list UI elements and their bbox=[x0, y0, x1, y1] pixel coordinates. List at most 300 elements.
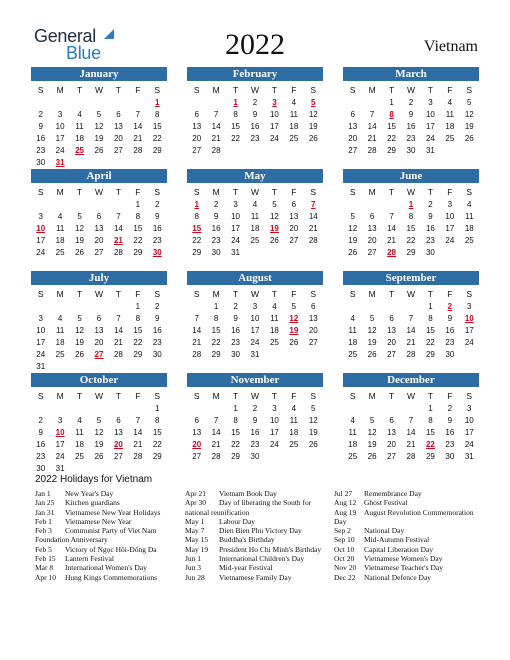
day: 26 bbox=[308, 134, 318, 143]
holiday-row bbox=[185, 489, 321, 498]
day: 24 bbox=[445, 236, 455, 245]
weekday-label: S bbox=[154, 85, 161, 95]
day: 26 bbox=[464, 134, 474, 143]
day: 20 bbox=[308, 326, 318, 335]
day: 4 bbox=[291, 98, 297, 107]
holiday-name: August Revolution Commemoration bbox=[364, 507, 474, 517]
holiday-day: 12 bbox=[289, 314, 299, 323]
day: 21 bbox=[133, 440, 143, 449]
day: 19 bbox=[348, 236, 358, 245]
day: 15 bbox=[387, 122, 397, 131]
holiday-row bbox=[185, 563, 321, 572]
day: 11 bbox=[250, 212, 260, 221]
weekday-label: T bbox=[427, 289, 433, 299]
holiday-row bbox=[334, 535, 474, 544]
day: 4 bbox=[57, 314, 63, 323]
day: 31 bbox=[464, 452, 474, 461]
weekday-label: S bbox=[349, 187, 356, 197]
holiday-date: Jan 31 bbox=[35, 507, 55, 517]
day: 15 bbox=[425, 326, 435, 335]
day: 10 bbox=[445, 212, 455, 221]
weekday-label: T bbox=[115, 85, 121, 95]
weekday-label: T bbox=[76, 391, 83, 401]
day: 7 bbox=[213, 416, 219, 425]
day: 8 bbox=[408, 212, 414, 221]
day: 29 bbox=[152, 452, 162, 461]
holiday-date: May 15 bbox=[185, 535, 209, 545]
holiday-row bbox=[35, 526, 160, 535]
day: 10 bbox=[464, 416, 474, 425]
holiday-day: 30 bbox=[152, 248, 162, 257]
holiday-row bbox=[35, 498, 160, 507]
holiday-day: 28 bbox=[387, 248, 397, 257]
empty-day bbox=[362, 199, 381, 211]
weekday-label: M bbox=[212, 391, 220, 401]
empty-day bbox=[70, 301, 89, 313]
day: 7 bbox=[408, 416, 414, 425]
holiday-date: Jul 27 bbox=[334, 489, 353, 498]
holiday-row bbox=[334, 508, 474, 517]
day: 4 bbox=[350, 314, 355, 323]
day: 22 bbox=[152, 134, 162, 143]
month-january bbox=[31, 67, 167, 169]
weekday-label: S bbox=[154, 187, 161, 197]
day: 14 bbox=[367, 122, 377, 131]
day: 28 bbox=[211, 146, 221, 155]
day-grid bbox=[31, 301, 167, 373]
weekday-label: S bbox=[37, 85, 44, 95]
day: 2 bbox=[252, 98, 258, 107]
day: 20 bbox=[387, 338, 397, 347]
day: 12 bbox=[464, 110, 474, 119]
day: 23 bbox=[406, 134, 416, 143]
holiday-name: National Day bbox=[364, 526, 405, 536]
day: 19 bbox=[367, 338, 377, 347]
day: 15 bbox=[211, 326, 221, 335]
holiday-day: 1 bbox=[233, 98, 238, 107]
empty-day bbox=[50, 97, 69, 109]
day: 18 bbox=[75, 440, 85, 449]
weekday-label: W bbox=[250, 289, 259, 299]
day: 9 bbox=[213, 212, 219, 221]
weekday-label: T bbox=[271, 289, 277, 299]
day: 26 bbox=[94, 146, 104, 155]
day-grid bbox=[343, 403, 479, 463]
day: 23 bbox=[211, 236, 221, 245]
holiday-row bbox=[334, 545, 474, 554]
day: 6 bbox=[96, 314, 102, 323]
day: 3 bbox=[38, 212, 43, 221]
day: 20 bbox=[387, 440, 397, 449]
day: 27 bbox=[113, 452, 123, 461]
day: 13 bbox=[308, 314, 318, 323]
day: 30 bbox=[445, 350, 455, 359]
holiday-date: Jun 28 bbox=[185, 572, 205, 582]
holiday-date: May 19 bbox=[185, 544, 209, 554]
day: 30 bbox=[152, 350, 162, 359]
holiday-day: 1 bbox=[408, 200, 414, 209]
day: 11 bbox=[75, 122, 84, 131]
holiday-name: Foundation Anniversary bbox=[35, 535, 108, 545]
month-july bbox=[31, 271, 167, 373]
day: 12 bbox=[308, 110, 318, 119]
holiday-row bbox=[334, 517, 474, 526]
day: 25 bbox=[289, 134, 299, 143]
day: 7 bbox=[116, 212, 121, 221]
day: 9 bbox=[252, 416, 258, 425]
day: 26 bbox=[289, 338, 299, 347]
day: 24 bbox=[250, 338, 260, 347]
day: 22 bbox=[406, 236, 416, 245]
day: 1 bbox=[428, 404, 433, 413]
day: 26 bbox=[308, 440, 318, 449]
holiday-row bbox=[35, 563, 160, 572]
holiday-date: May 1 bbox=[185, 516, 205, 526]
day: 28 bbox=[113, 248, 123, 257]
weekday-label: S bbox=[193, 289, 200, 299]
month-june bbox=[343, 169, 479, 259]
day: 11 bbox=[289, 416, 298, 425]
day: 12 bbox=[308, 416, 318, 425]
day: 1 bbox=[428, 302, 433, 311]
weekday-label: M bbox=[368, 289, 376, 299]
weekday-label: T bbox=[115, 391, 121, 401]
day: 24 bbox=[269, 440, 279, 449]
day: 20 bbox=[367, 236, 377, 245]
day: 5 bbox=[311, 404, 316, 413]
day: 27 bbox=[289, 236, 299, 245]
day: 12 bbox=[75, 224, 85, 233]
holiday-row bbox=[334, 526, 474, 535]
day: 16 bbox=[445, 428, 455, 437]
day: 14 bbox=[406, 428, 416, 437]
holiday-row bbox=[35, 545, 160, 554]
day: 3 bbox=[57, 110, 63, 119]
day: 30 bbox=[36, 158, 46, 167]
day: 4 bbox=[447, 98, 453, 107]
empty-day bbox=[343, 403, 362, 415]
weekday-label: S bbox=[154, 289, 161, 299]
empty-day bbox=[50, 301, 69, 313]
holiday-row bbox=[35, 508, 160, 517]
weekday-label: F bbox=[135, 187, 141, 197]
holiday-date: Dec 22 bbox=[334, 572, 356, 582]
day: 13 bbox=[192, 122, 202, 131]
day: 2 bbox=[428, 200, 433, 209]
weekday-label: S bbox=[466, 391, 473, 401]
day: 16 bbox=[406, 122, 416, 131]
day: 9 bbox=[252, 110, 258, 119]
holiday-name: Vietnamese Women's Day bbox=[364, 554, 443, 564]
holiday-column bbox=[35, 489, 160, 582]
month-october bbox=[31, 373, 167, 475]
month-header: June bbox=[343, 169, 479, 183]
empty-day bbox=[128, 97, 147, 109]
holiday-day: 10 bbox=[36, 224, 46, 233]
holiday-name: National Defence Day bbox=[364, 572, 432, 582]
month-header: March bbox=[343, 67, 479, 81]
month-may bbox=[187, 169, 323, 259]
empty-day bbox=[401, 301, 420, 313]
holiday-date: Mar 8 bbox=[35, 563, 54, 573]
day: 16 bbox=[152, 224, 162, 233]
day: 31 bbox=[250, 350, 260, 359]
day: 17 bbox=[445, 224, 455, 233]
holiday-day: 7 bbox=[311, 200, 316, 209]
holidays-title: 2022 Holidays for Vietnam bbox=[35, 474, 153, 485]
day: 11 bbox=[289, 110, 298, 119]
day: 16 bbox=[211, 224, 221, 233]
weekday-label: W bbox=[94, 289, 103, 299]
day-grid bbox=[343, 301, 479, 361]
day: 21 bbox=[192, 338, 202, 347]
holiday-day: 22 bbox=[425, 440, 435, 449]
weekday-row bbox=[343, 185, 479, 199]
day: 21 bbox=[113, 338, 123, 347]
day: 26 bbox=[367, 350, 377, 359]
day-grid bbox=[187, 199, 323, 259]
day: 28 bbox=[133, 146, 143, 155]
day: 6 bbox=[96, 212, 102, 221]
day: 25 bbox=[348, 350, 358, 359]
day: 7 bbox=[213, 110, 219, 119]
day: 27 bbox=[192, 146, 202, 155]
day: 23 bbox=[36, 452, 46, 461]
day: 28 bbox=[192, 350, 202, 359]
weekday-label: S bbox=[193, 187, 200, 197]
day: 15 bbox=[231, 428, 241, 437]
weekday-label: S bbox=[37, 187, 44, 197]
weekday-row bbox=[187, 185, 323, 199]
day: 19 bbox=[94, 440, 104, 449]
holiday-name: Victory of Ngọc Hồi-Đống Đa bbox=[65, 544, 157, 554]
day: 2 bbox=[155, 200, 160, 209]
weekday-label: M bbox=[368, 187, 376, 197]
day: 17 bbox=[425, 122, 435, 131]
day: 7 bbox=[389, 212, 394, 221]
day: 15 bbox=[152, 428, 162, 437]
holiday-row bbox=[185, 508, 321, 517]
day: 22 bbox=[133, 236, 143, 245]
holiday-date: Oct 10 bbox=[334, 544, 355, 554]
day: 26 bbox=[94, 452, 104, 461]
empty-day bbox=[206, 403, 225, 415]
day: 6 bbox=[116, 110, 121, 119]
day: 8 bbox=[155, 416, 160, 425]
day: 17 bbox=[55, 440, 65, 449]
day: 17 bbox=[250, 326, 260, 335]
day: 4 bbox=[350, 416, 355, 425]
day: 26 bbox=[348, 248, 358, 257]
day: 18 bbox=[75, 134, 85, 143]
day: 2 bbox=[38, 110, 43, 119]
month-august bbox=[187, 271, 323, 361]
day: 10 bbox=[55, 122, 65, 131]
day: 23 bbox=[250, 440, 260, 449]
holiday-row bbox=[35, 554, 160, 563]
day: 13 bbox=[94, 224, 104, 233]
day: 28 bbox=[308, 236, 318, 245]
day: 6 bbox=[389, 314, 394, 323]
holiday-date: May 7 bbox=[185, 526, 205, 536]
day: 14 bbox=[133, 122, 143, 131]
country-label: Vietnam bbox=[423, 38, 478, 55]
weekday-label: T bbox=[388, 289, 395, 299]
empty-day bbox=[187, 403, 206, 415]
holiday-date: Feb 5 bbox=[35, 544, 52, 554]
day: 2 bbox=[38, 416, 43, 425]
weekday-label: W bbox=[406, 187, 415, 197]
day: 22 bbox=[231, 440, 241, 449]
day: 30 bbox=[250, 452, 260, 461]
weekday-label: T bbox=[427, 85, 433, 95]
day: 21 bbox=[308, 224, 318, 233]
day: 13 bbox=[113, 122, 123, 131]
day: 31 bbox=[231, 248, 241, 257]
day: 8 bbox=[135, 314, 141, 323]
day: 23 bbox=[231, 338, 241, 347]
holiday-day: 5 bbox=[311, 98, 316, 107]
holiday-row bbox=[185, 545, 321, 554]
day: 6 bbox=[369, 212, 375, 221]
empty-day bbox=[206, 97, 225, 109]
day: 10 bbox=[231, 212, 241, 221]
empty-day bbox=[128, 403, 147, 415]
day: 22 bbox=[211, 338, 221, 347]
weekday-label: W bbox=[406, 391, 415, 401]
day: 31 bbox=[55, 464, 65, 473]
day: 12 bbox=[94, 122, 104, 131]
day: 3 bbox=[233, 200, 238, 209]
weekday-label: T bbox=[232, 187, 239, 197]
day: 17 bbox=[464, 428, 474, 437]
day: 25 bbox=[75, 452, 85, 461]
day: 9 bbox=[233, 314, 238, 323]
day: 18 bbox=[348, 440, 358, 449]
weekday-label: W bbox=[94, 187, 103, 197]
holiday-day: 19 bbox=[289, 326, 299, 335]
weekday-label: T bbox=[427, 187, 433, 197]
weekday-label: M bbox=[56, 187, 64, 197]
day: 15 bbox=[231, 122, 241, 131]
weekday-label: S bbox=[37, 289, 44, 299]
weekday-row bbox=[343, 83, 479, 97]
day: 12 bbox=[348, 224, 358, 233]
weekday-label: M bbox=[212, 289, 220, 299]
day: 21 bbox=[367, 134, 377, 143]
day: 31 bbox=[36, 362, 46, 371]
weekday-label: T bbox=[271, 391, 277, 401]
holiday-name: Kitchen guardians bbox=[65, 498, 120, 508]
day: 11 bbox=[348, 428, 357, 437]
day: 9 bbox=[447, 314, 453, 323]
day-grid bbox=[187, 301, 323, 361]
day: 25 bbox=[55, 350, 65, 359]
month-header: October bbox=[31, 373, 167, 387]
day: 28 bbox=[211, 452, 221, 461]
day: 18 bbox=[348, 338, 358, 347]
day: 3 bbox=[272, 404, 277, 413]
day: 24 bbox=[464, 440, 474, 449]
month-february bbox=[187, 67, 323, 157]
holiday-day: 8 bbox=[389, 110, 394, 119]
day: 10 bbox=[269, 110, 279, 119]
holiday-name: Labour Day bbox=[219, 516, 256, 526]
weekday-label: S bbox=[466, 85, 473, 95]
day: 23 bbox=[445, 440, 455, 449]
weekday-label: M bbox=[56, 289, 64, 299]
day: 28 bbox=[133, 452, 143, 461]
month-header: August bbox=[187, 271, 323, 285]
holiday-day: 19 bbox=[269, 224, 279, 233]
day: 22 bbox=[192, 236, 202, 245]
day: 21 bbox=[406, 440, 416, 449]
day: 27 bbox=[367, 248, 377, 257]
weekday-label: F bbox=[447, 85, 453, 95]
holiday-row bbox=[35, 489, 160, 498]
holiday-date: Sep 2 bbox=[334, 526, 351, 536]
day: 10 bbox=[250, 314, 260, 323]
weekday-label: F bbox=[135, 85, 141, 95]
day: 20 bbox=[348, 134, 358, 143]
day: 2 bbox=[408, 98, 414, 107]
day: 10 bbox=[36, 326, 46, 335]
holiday-name: Vietnamese Teacher's Day bbox=[364, 563, 443, 573]
weekday-label: S bbox=[466, 187, 473, 197]
empty-day bbox=[50, 199, 69, 211]
day: 8 bbox=[428, 416, 433, 425]
day: 29 bbox=[425, 350, 435, 359]
day: 18 bbox=[464, 224, 474, 233]
day-grid bbox=[187, 97, 323, 157]
holiday-day: 2 bbox=[447, 302, 453, 311]
weekday-label: S bbox=[310, 187, 317, 197]
day: 19 bbox=[94, 134, 104, 143]
holiday-name: Capital Liberation Day bbox=[364, 544, 434, 554]
day: 22 bbox=[387, 134, 397, 143]
day: 20 bbox=[94, 338, 104, 347]
empty-day bbox=[50, 403, 69, 415]
day: 6 bbox=[389, 416, 394, 425]
brand-word-blue: Blue bbox=[66, 43, 101, 63]
day: 13 bbox=[367, 224, 377, 233]
day: 16 bbox=[425, 224, 435, 233]
day: 13 bbox=[113, 428, 123, 437]
day: 17 bbox=[55, 134, 65, 143]
day: 23 bbox=[152, 236, 162, 245]
empty-day bbox=[89, 403, 108, 415]
holiday-name: Day of liberating the South for bbox=[219, 498, 312, 508]
empty-day bbox=[109, 403, 128, 415]
empty-day bbox=[362, 403, 381, 415]
day-grid bbox=[31, 97, 167, 169]
empty-day bbox=[31, 403, 50, 415]
holiday-name: Hung Kings Commemorations bbox=[65, 572, 158, 582]
weekday-label: S bbox=[349, 289, 356, 299]
day-grid bbox=[31, 199, 167, 259]
weekday-label: W bbox=[406, 85, 415, 95]
day: 5 bbox=[291, 302, 297, 311]
day: 29 bbox=[406, 248, 416, 257]
day: 28 bbox=[113, 350, 123, 359]
day: 12 bbox=[269, 212, 279, 221]
day: 27 bbox=[387, 452, 397, 461]
day: 16 bbox=[36, 134, 46, 143]
holiday-name: Mid-year Festival bbox=[219, 563, 273, 573]
holiday-name: Vietnamese New Year Holidays bbox=[65, 507, 161, 517]
day: 3 bbox=[428, 98, 433, 107]
day: 16 bbox=[152, 326, 162, 335]
